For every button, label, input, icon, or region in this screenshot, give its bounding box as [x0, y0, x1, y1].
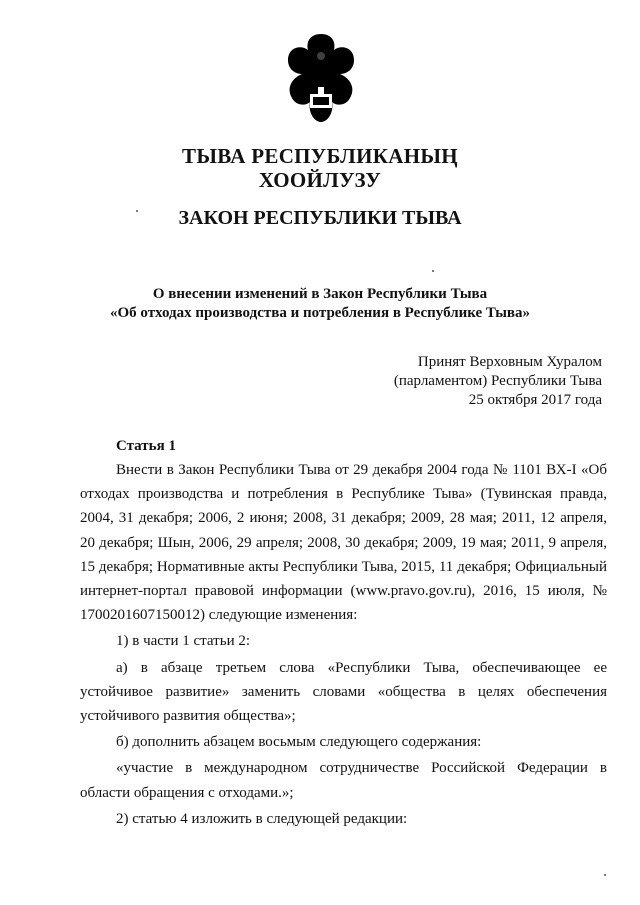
- article-paragraph: б) дополнить абзацем восьмым следующего содержания:: [116, 734, 482, 751]
- scan-speck: [432, 270, 434, 272]
- article-heading: Статья 1: [116, 438, 176, 454]
- article-paragraph: Внести в Закон Республики Тыва от 29 декабря 2004 года № 1101 ВХ-I «Об отходах производства и потребления в Республике Тыва» (Тувинская правда, 2004, 31 декабря; 2006, 2 июня; 2008, 31 декабря; 2009, 28 мая; 2011, 12 апреля, 20 декабря; Шын, 2006, 29 апреля; 2008, 30 декабря; 2009, 19 мая; 2011, 9 апреля, 15 декабря; Нормативные акты Республики Тыва, 2015, 11 декабря; Официальный интернет-портал правовой информации (www.pravo.gov.ru), 2016, 15 июля, № 1700201607150012) следующие изменения:: [80, 462, 607, 624]
- adoption-block: [394, 353, 602, 410]
- law-subject-line2: «Об отходах производства и потребления в Республике Тыва»: [109, 305, 531, 321]
- article-paragraph: 1) в части 1 статьи 2:: [116, 633, 251, 650]
- scan-speck: [604, 874, 606, 876]
- adoption-line2: (парламентом) Республики Тыва: [393, 373, 602, 389]
- coat-of-arms-emblem: [280, 30, 362, 126]
- parliament-title-tuvan: ТЫВА РЕСПУБЛИКАНЫҢ: [182, 144, 458, 168]
- law-subject-line1: О внесении изменений в Закон Республики Тыва: [152, 286, 488, 302]
- adoption-line1: Принят Верховным Хуралом: [417, 354, 602, 370]
- adoption-date: 25 октября 2017 года: [468, 392, 602, 408]
- article-paragraph: а) в абзаце третьем слова «Республики Тыва, обеспечивающее ее устойчивое развитие» заменить словами «общества в целях обеспечения устойчивого развития общества»;: [80, 659, 607, 725]
- parliament-subtitle-tuvan: ХООЙЛУЗУ: [258, 168, 382, 192]
- article-paragraph: 2) статью 4 изложить в следующей редакции:: [116, 810, 408, 827]
- article-body: [80, 458, 607, 831]
- scan-speck: [136, 210, 138, 212]
- law-title: ЗАКОН РЕСПУБЛИКИ ТЫВА: [178, 207, 462, 229]
- article-paragraph: «участие в международном сотрудничестве Российской Федерации в области обращения с отходами.»;: [80, 760, 607, 801]
